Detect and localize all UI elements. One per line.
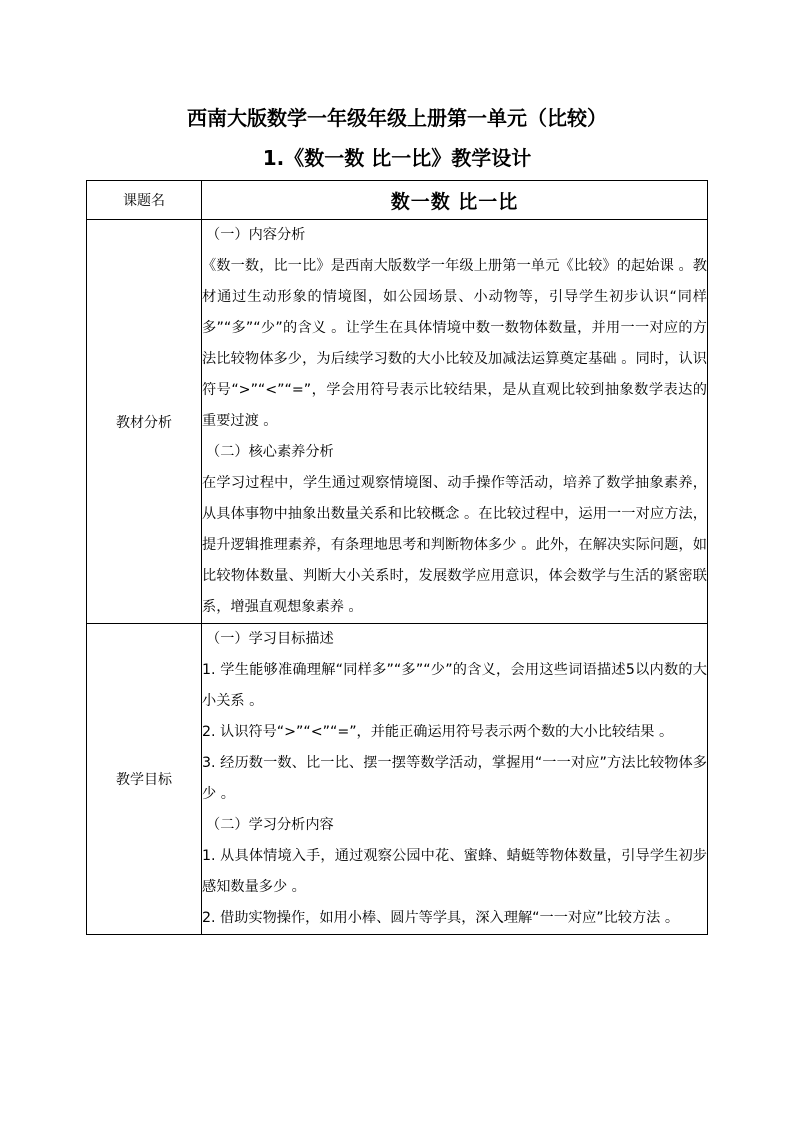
goals-row [87, 624, 708, 935]
document-title: 西南大版数学一年级年级上册第一单元（比较） [187, 106, 607, 130]
goal-item-2: 2. 认识符号“>”“<”“=”，并能正确运用符号表示两个数的大小比较结果 。 [202, 724, 674, 740]
analysis-label: 教材分析 [87, 220, 202, 624]
analysis-item-2: 2. 借助实物操作，如用小棒、圆片等学具，深入理解“一一对应”比较方法 。 [202, 910, 680, 926]
content-analysis-text: 《数一数，比一比》是西南大版数学一年级上册第一单元《比较》的起始课 。教材通过生动形象的情境图，如公园场景、小动物等，引导学生初步认识“同样多”“多”“少”的含义 。让学生在具体情境中数一数物体数量，并用一一对应的方法比较物体多少，为后续学习数的大小比较及加减法运算奠定基础 。同时，认识符号“>”“<”“=”，学会用符号表示比较结果，是从直观比较到抽象数学表达的重要过渡 。 [202, 258, 707, 429]
topic-value: 数一数 比一比 [202, 181, 708, 220]
core-literacy-heading: （二）核心素养分析 [206, 444, 334, 460]
lesson-plan-table [86, 180, 708, 935]
analysis-content [202, 220, 708, 624]
goal-description-heading: （一）学习目标描述 [206, 631, 334, 647]
goals-label: 教学目标 [87, 624, 202, 935]
core-literacy-text: 在学习过程中，学生通过观察情境图、动手操作等活动，培养了数学抽象素养，从具体事物中抽象出数量关系和比较概念 。在比较过程中，运用一一对应方法，提升逻辑推理素养，有条理地思考和判断物体多少 。此外，在解决实际问题，如比较物体数量、判断大小关系时，发展数学应用意识，体会数学与生活的紧密联系，增强直观想象素养 。 [202, 475, 707, 615]
document-subtitle: 1.《数一数 比一比》教学设计 [262, 146, 532, 170]
goal-item-3: 3. 经历数一数、比一比、摆一摆等数学活动，掌握用“一一对应”方法比较物体多少 。 [202, 755, 707, 802]
analysis-row [87, 220, 708, 624]
content-analysis-heading: （一）内容分析 [206, 227, 306, 243]
analysis-item-1: 1. 从具体情境入手，通过观察公园中花、蜜蜂、蜻蜓等物体数量，引导学生初步感知数量多少 。 [202, 848, 707, 895]
goals-content [202, 624, 708, 935]
analysis-content-heading: （二）学习分析内容 [206, 817, 334, 833]
goal-item-1: 1. 学生能够准确理解“同样多”“多”“少”的含义，会用这些词语描述5以内数的大小关系 。 [202, 662, 707, 709]
topic-row [87, 181, 708, 220]
topic-label: 课题名 [87, 181, 202, 220]
